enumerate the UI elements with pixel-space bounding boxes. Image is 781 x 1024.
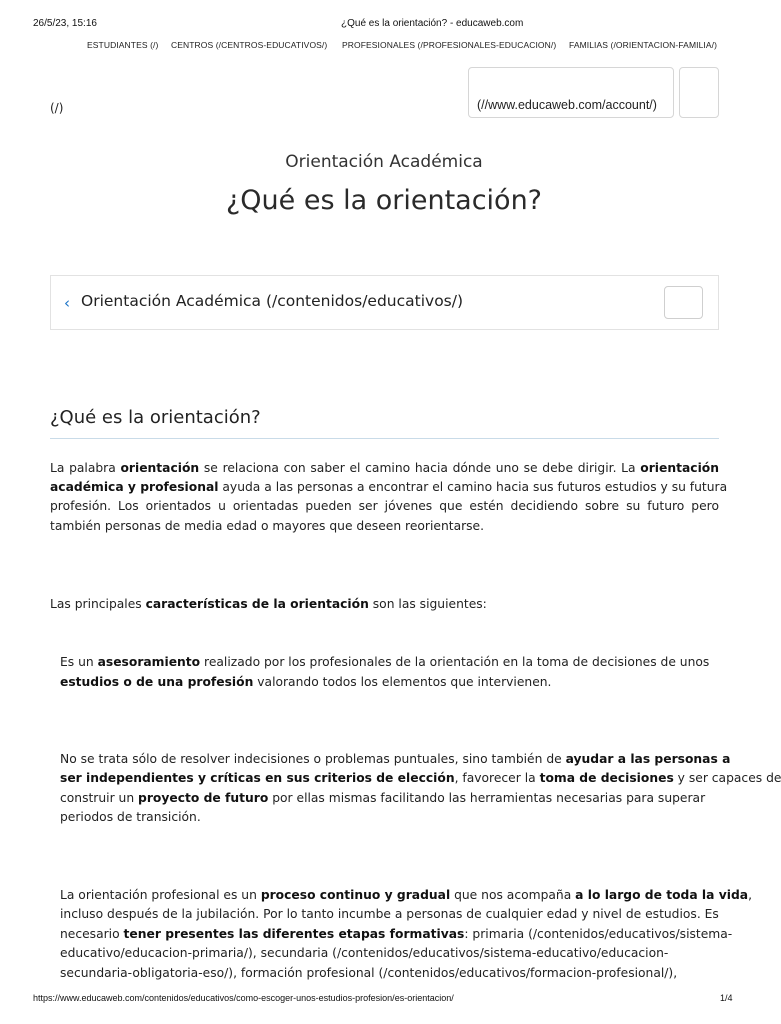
item-3-line-1: La orientación profesional es un proceso continuo y gradual que nos acompaña a lo largo de toda la vida,	[60, 888, 752, 902]
print-document-title: ¿Qué es la orientación? - educaweb.com	[341, 18, 524, 29]
print-footer-url: https://www.educaweb.com/contenidos/educativos/como-escoger-unos-estudios-profesion/es-orientacion/	[33, 993, 454, 1003]
paragraph-1-line-2: académica y profesional ayuda a las personas a encontrar el camino hacia sus futuros estudios y su futura	[50, 480, 728, 494]
item-3-line-5: secundaria-obligatoria-eso/), formación profesional (/contenidos/educativos/formacion-profesional/),	[60, 966, 678, 980]
item-2-line-3: construir un proyecto de futuro por ellas mismas facilitando las herramientas necesarias para superar	[60, 791, 706, 805]
breadcrumb	[50, 275, 719, 330]
paragraph-1-line-1: La palabra orientación se relaciona con saber el camino hacia dónde uno se debe dirigir. La orientación	[50, 461, 719, 475]
section-divider	[50, 438, 719, 439]
breadcrumb-toggle-button[interactable]	[664, 286, 703, 319]
item-1-line-1: Es un asesoramiento realizado por los profesionales de la orientación en la toma de decisiones de unos	[60, 655, 710, 669]
menu-button[interactable]	[679, 67, 719, 118]
nav-link-profesionales[interactable]: PROFESIONALES (/PROFESIONALES-EDUCACION/)	[342, 40, 557, 50]
paragraph-2: Las principales características de la orientación son las siguientes:	[50, 597, 487, 611]
section-title: ¿Qué es la orientación?	[50, 407, 261, 428]
item-1-line-2: estudios o de una profesión valorando todos los elementos que intervienen.	[60, 675, 552, 689]
page-kicker: Orientación Académica	[285, 152, 483, 172]
paragraph-1-line-3: profesión. Los orientados u orientadas pueden ser jóvenes que estén decidiendo sobre su futuro pero	[50, 499, 719, 513]
item-2-line-4: periodos de transición.	[60, 810, 201, 824]
item-2-line-1: No se trata sólo de resolver indecisiones o problemas puntuales, sino también de ayudar a las personas a	[60, 752, 731, 766]
page-title: ¿Qué es la orientación?	[225, 185, 543, 216]
account-button[interactable]: (//www.educaweb.com/account/)	[468, 67, 674, 118]
breadcrumb-link[interactable]: Orientación Académica (/contenidos/educativos/)	[81, 292, 464, 310]
home-logo-link[interactable]: (/)	[50, 101, 64, 115]
print-datetime: 26/5/23, 15:16	[33, 18, 97, 29]
paragraph-1-line-4: también personas de media edad o mayores que deseen reorientarse.	[50, 519, 485, 533]
item-3-line-3: necesario tener presentes las diferentes etapas formativas: primaria (/contenidos/educativos/sistema-	[60, 927, 733, 941]
item-3-line-4: educativo/educacion-primaria/), secundaria (/contenidos/educativos/sistema-educativo/educacion-	[60, 946, 669, 960]
chevron-left-icon[interactable]: ‹	[64, 294, 70, 312]
nav-link-centros[interactable]: CENTROS (/CENTROS-EDUCATIVOS/)	[171, 40, 328, 50]
item-2-line-2: ser independientes y críticas en sus criterios de elección, favorecer la toma de decisiones y ser capaces de	[60, 771, 781, 785]
item-3-line-2: incluso después de la jubilación. Por lo tanto incumbe a personas de cualquier edad y nivel de estudios. Es	[60, 907, 719, 921]
nav-link-familias[interactable]: FAMILIAS (/ORIENTACION-FAMILIA/)	[569, 40, 718, 50]
nav-link-estudiantes[interactable]: ESTUDIANTES (/)	[87, 40, 159, 50]
print-page-number: 1/4	[720, 993, 733, 1003]
